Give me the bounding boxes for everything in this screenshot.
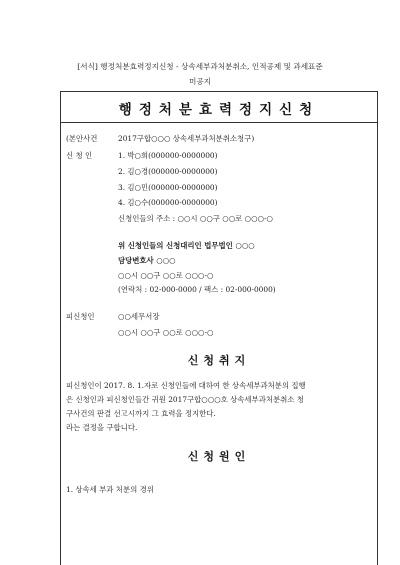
caption-line-2: 미공지 [188, 77, 211, 86]
applicant-2: 2. 김○경(000000-0000000) [118, 167, 218, 176]
applicant-address: 신청인들의 주소 : ○○시 ○○구 ○○로 ○○○-○ [118, 214, 273, 223]
respondent-address: ○○시 ○○구 ○○로 ○○○-○ [118, 328, 214, 337]
respondent-label: 피신청인 [66, 312, 95, 321]
lawyer-line: 담당변호사 ○○○ [118, 256, 176, 265]
purpose-line-2: 은 신청인과 피신청인들간 귀원 2017구합○○○호 상속세부과처분취소 청 [66, 395, 304, 404]
case-value: 2017구합○○○ 상속세부과처분취소청구) [118, 134, 255, 143]
purpose-line-3: 구사건의 판결 선고시까지 그 효력을 정지한다. [66, 409, 216, 418]
respondent-name: ○○세무서장 [118, 312, 160, 321]
purpose-paragraph [66, 379, 372, 435]
case-label: (본안사건 [66, 134, 98, 143]
title-divider [61, 122, 377, 123]
purpose-heading: 신청취지 [187, 354, 251, 367]
applicant-label: 신 청 인 [66, 151, 93, 160]
purpose-line-4: 라는 결정을 구합니다. [66, 423, 138, 432]
form-caption [18, 59, 382, 89]
applicant-3: 3. 김○민(000000-0000000) [118, 183, 218, 192]
agent-line: 위 신청인들의 신청대리인 법무법인 ○○○ [118, 241, 255, 250]
document-frame [60, 91, 378, 565]
applicant-1: 1. 박○희(000000-0000000) [118, 151, 218, 160]
reason-item-1: 1. 상속세 부과 처분의 경위 [66, 485, 154, 494]
caption-line-1: [서식] 행정처분효력정지신청 - 상속세부과처분취소, 인적공제 및 과세표준 [77, 62, 323, 71]
purpose-line-1: 피신청인이 2017. 8. 1.자로 신청인들에 대하여 한 상속세부과처분의 집행 [66, 381, 306, 390]
applicant-4: 4. 김○수(000000-0000000) [118, 198, 218, 207]
document-title: 행정처분효력정지신청 [118, 102, 320, 118]
reason-heading: 신청원인 [187, 450, 251, 463]
agent-contact: (연락처 : 02-000-0000 / 팩스 : 02-000-0000) [118, 285, 276, 294]
agent-address: ○○시 ○○구 ○○로 ○○○-○ [118, 271, 214, 280]
